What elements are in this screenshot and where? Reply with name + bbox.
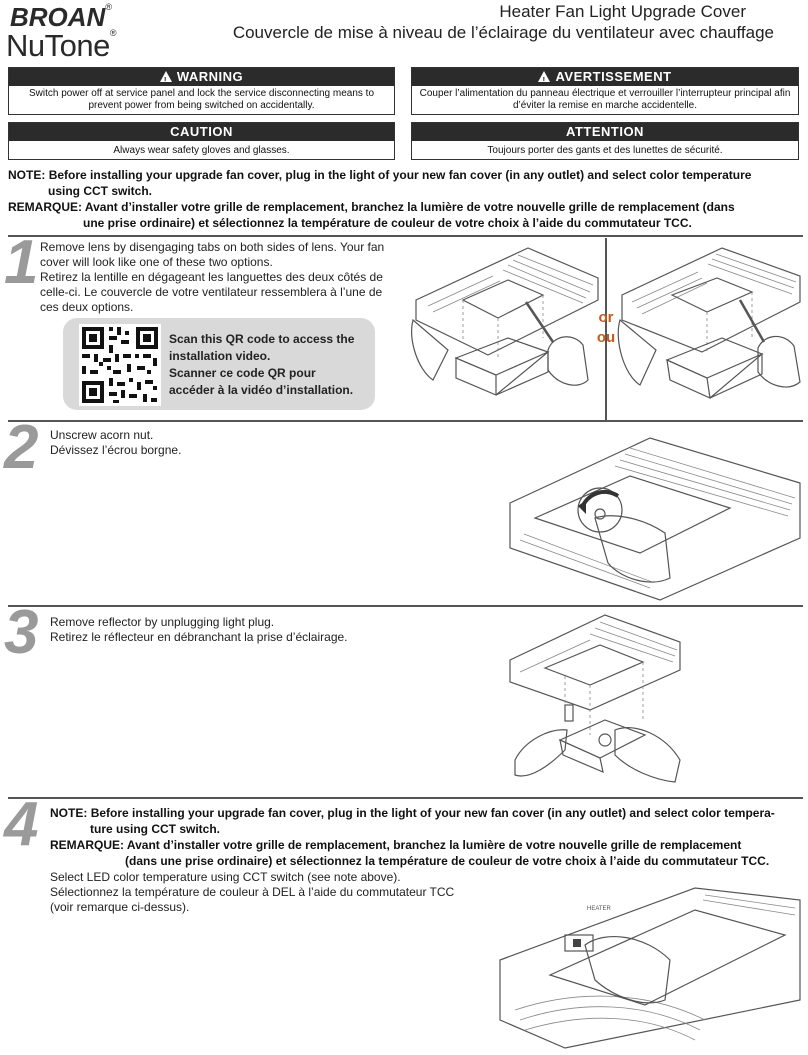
caution-header: CAUTION: [9, 123, 394, 141]
step-4-text: Select LED color temperature using CCT switch (see note above). Sélectionnez la température de couleur à DEL à l’aide du commutateur TCC (voir remarque ci-dessus).: [50, 870, 455, 914]
step-number-2: 2: [4, 413, 39, 482]
lens-option-a-illustration: [408, 240, 604, 415]
step-number-1: 1: [4, 228, 39, 297]
page-title-fr: Couvercle de mise à niveau de l’éclairage du ventilateur avec chauffage: [232, 23, 774, 42]
note-top: NOTE: Before installing your upgrade fan cover, plug in the light of your new fan cover (in any outlet) and select color temperature using CCT switch. REMARQUE: Avant d’installer votre grille de remplacement, branchez la lumière de votre nouvelle grille de remplacement (dans une prise ordinaire) et sélectionnez la température de couleur de votre choix à l’aide du commutateur TCC.: [8, 168, 752, 230]
attention-box: [411, 122, 799, 160]
switch-label: HEATER: [587, 906, 611, 912]
qr-instructions: Scan this QR code to access the installation video. Scanner ce code QR pour accéder à la vidéo d’installation.: [169, 332, 355, 397]
caution-box: [8, 122, 395, 160]
warning-icon: [538, 71, 550, 82]
cct-switch-illustration: [495, 880, 803, 1050]
avertissement-box: [411, 67, 799, 115]
avertissement-header: !AVERTISSEMENT: [412, 68, 798, 86]
attention-header: ATTENTION: [412, 123, 798, 141]
step-number-4: 4: [4, 790, 39, 859]
warning-icon: [160, 71, 172, 82]
step-divider: [8, 420, 803, 422]
attention-text: Toujours porter des gants et des lunettes de sécurité.: [487, 145, 723, 156]
brand-logo-nutone: NuTone®: [6, 28, 116, 63]
step-3-text: Remove reflector by unplugging light plug. Retirez le réflecteur en débranchant la prise d’éclairage.: [50, 615, 348, 644]
step-divider: [8, 797, 803, 799]
page-title-en: Heater Fan Light Upgrade Cover: [499, 2, 746, 21]
or-label: or ou: [596, 309, 616, 346]
warning-header: !WARNING: [9, 68, 394, 86]
avertissement-text: Couper l’alimentation du panneau électrique et verrouiller l’interrupteur principal afin d’éviter la remise en marche accidentelle.: [419, 88, 791, 111]
step-divider: [8, 605, 803, 607]
caution-text: Always wear safety gloves and glasses.: [113, 145, 290, 156]
qr-panel: [63, 318, 375, 410]
step-divider: [8, 235, 803, 237]
warning-text: Switch power off at service panel and lock the service disconnecting means to prevent power from being switched on accidentally.: [29, 88, 374, 111]
step-1-text: Remove lens by disengaging tabs on both sides of lens. Your fan cover will look like one of these two options. Retirez la lentille en dégageant les languettes des deux côtés de celle-ci. Le couvercle de votre ventilateur ressemblera à l’une de ces deux options.: [40, 240, 385, 314]
lens-option-b-illustration: [612, 240, 804, 418]
step-number-3: 3: [4, 598, 39, 667]
qr-code-icon[interactable]: [79, 324, 161, 406]
step-2-text: Unscrew acorn nut. Dévissez l’écrou borgne.: [50, 428, 182, 457]
acorn-nut-illustration: [500, 428, 804, 603]
step-4-note: NOTE: Before installing your upgrade fan cover, plug in the light of your new fan cover (in any outlet) and select color tempera- ture using CCT switch. REMARQUE: Avant d’installer votre grille de remplacement, branchez la lumière de votre nouvelle grille de remplacement (dans une prise ordinaire) et sélectionnez la température de couleur de votre choix à l’aide du commutateur TCC.: [50, 806, 775, 868]
reflector-illustration: [505, 610, 685, 790]
brand-logo-broan: BROAN®: [10, 2, 112, 32]
warning-box: [8, 67, 395, 115]
